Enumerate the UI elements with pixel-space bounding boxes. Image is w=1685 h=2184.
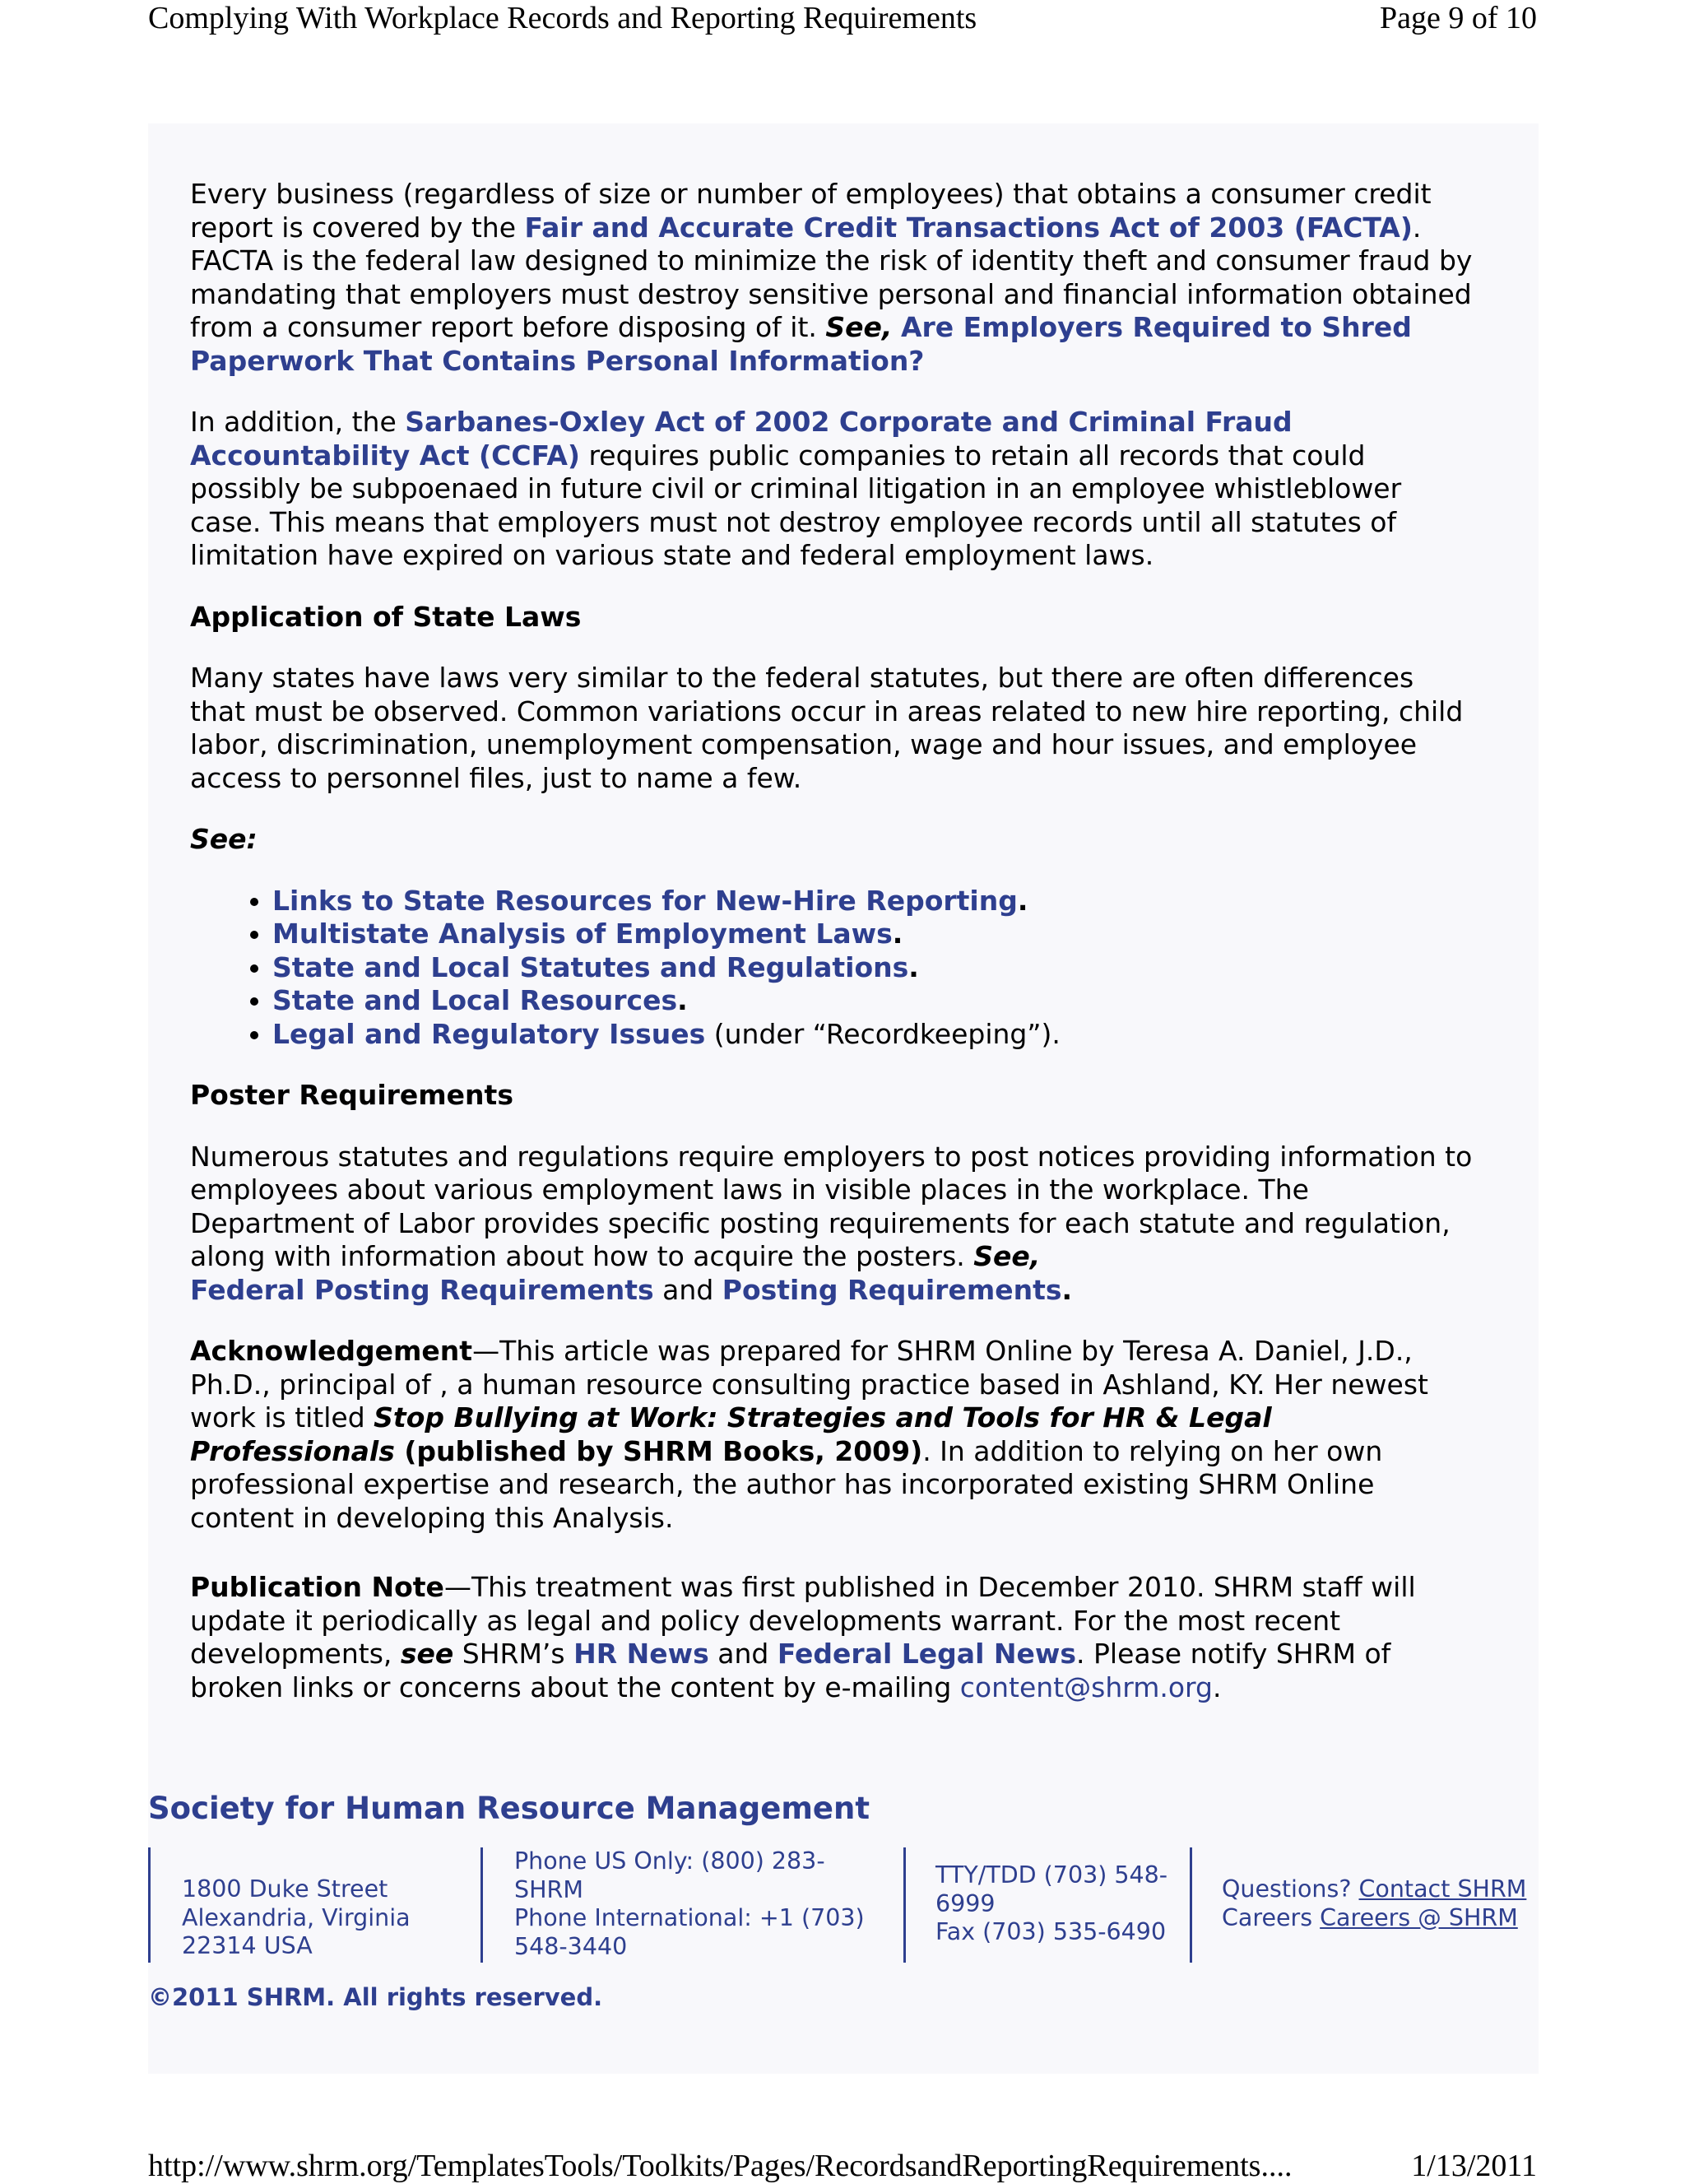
links-column: [1222, 1875, 1526, 1932]
phone-line: 548-3440: [514, 1932, 628, 1960]
tty-line: 6999: [935, 1889, 996, 1917]
careers-line: [1222, 1904, 1526, 1933]
contact-info-row: [148, 1847, 1547, 1963]
text-run: and: [653, 1273, 722, 1306]
sarbanes-oxley-paragraph: [190, 406, 1474, 573]
publication-note-paragraph: [190, 1571, 1474, 1704]
tty-fax-column: [903, 1847, 1192, 1963]
facta-link[interactable]: Fair and Accurate Credit Transactions Act of 2003 (FACTA): [524, 211, 1413, 244]
list-item: [272, 918, 1474, 951]
hr-news-link[interactable]: HR News: [573, 1638, 709, 1670]
federal-legal-news-link[interactable]: Federal Legal News: [777, 1638, 1077, 1670]
contact-shrm-link[interactable]: Contact SHRM: [1358, 1875, 1527, 1903]
address-line: 1800 Duke Street: [182, 1875, 388, 1903]
tty-line: TTY/TDD (703) 548-: [935, 1861, 1168, 1889]
shred-paperwork-link[interactable]: Are Employers Required to Shred Paperwork That Contains Personal Information?: [190, 311, 1412, 377]
content-email-link[interactable]: content@shrm.org: [959, 1671, 1213, 1703]
text-run: . In addition to relying on her own professional expertise and research, the author has incorporated existing SHRM Online content in developing this Analysis.: [190, 1434, 1383, 1534]
text-run: . FACTA is the federal law designed to minimize the risk of identity theft and consumer fraud by mandating that employers must destroy sensitive personal and financial information obtained from a consumer report before disposing of it.: [190, 211, 1473, 343]
phone-line: SHRM: [514, 1875, 583, 1903]
publisher-note: (published by SHRM Books, 2009): [394, 1434, 923, 1467]
facta-paragraph: [190, 178, 1474, 378]
list-item-suffix: .: [677, 984, 688, 1016]
careers-link[interactable]: Careers @ SHRM: [1320, 1903, 1518, 1931]
legal-regulatory-issues-link[interactable]: Legal and Regulatory Issues: [272, 1017, 706, 1050]
print-footer-date: 1/13/2011: [1411, 2149, 1537, 2183]
copyright: ©2011 SHRM. All rights reserved.: [148, 1983, 603, 2011]
see-label: See:: [190, 823, 258, 855]
list-item-suffix: (under “Recordkeeping”).: [705, 1017, 1061, 1050]
text-run: SHRM’s: [453, 1638, 574, 1670]
address-line: 22314 USA: [182, 1932, 313, 1959]
text-run: .: [1061, 1273, 1073, 1306]
print-header-page-number: Page 9 of 10: [1379, 1, 1537, 35]
careers-label: Careers: [1222, 1903, 1313, 1931]
sarbanes-oxley-link[interactable]: Sarbanes-Oxley Act of 2002 Corporate and Criminal Fraud Accountability Act (CCFA): [190, 406, 1293, 472]
list-item: [272, 1018, 1474, 1052]
text-run: In addition, the: [190, 406, 406, 438]
state-statutes-link[interactable]: State and Local Statutes and Regulations: [272, 950, 909, 983]
state-laws-paragraph: Many states have laws very similar to the federal statutes, but there are often differences that must be observed. Common variations occur in areas related to new hire reporting, child labor, discrimination, unemployment compensation, wage and hour issues, and employee access to personnel files, just to name a few.: [190, 662, 1464, 794]
text-run: .: [1212, 1671, 1222, 1703]
list-item-suffix: .: [1017, 884, 1028, 917]
see-label: See,: [973, 1240, 1041, 1272]
book-title: Stop Bullying at Work: Strategies and Tools for HR & Legal Professionals: [190, 1401, 1272, 1467]
text-run: Every business (regardless of size or number of employees) that obtains a consumer credit report is covered by the: [190, 178, 1432, 244]
list-item: [272, 984, 1474, 1018]
list-item: [272, 951, 1474, 985]
state-resources-list: [190, 885, 1474, 1052]
org-name: Society for Human Resource Management: [148, 1791, 870, 1826]
phone-column: [480, 1847, 906, 1963]
publication-note-label: Publication Note: [190, 1571, 444, 1603]
federal-posting-requirements-link[interactable]: Federal Posting Requirements: [190, 1273, 654, 1306]
print-header-title: Complying With Workplace Records and Reporting Requirements: [148, 1, 977, 35]
list-item-suffix: .: [892, 918, 903, 950]
acknowledgement-label: Acknowledgement: [190, 1335, 473, 1367]
state-resources-link[interactable]: State and Local Resources: [272, 984, 678, 1016]
address-column: [148, 1847, 483, 1963]
new-hire-reporting-link[interactable]: Links to State Resources for New-Hire Reporting: [272, 884, 1018, 917]
phone-line: Phone US Only: (800) 283-: [514, 1847, 825, 1875]
see-label: See,: [825, 311, 893, 343]
questions-label: Questions?: [1222, 1875, 1352, 1903]
text-run: —This article was prepared for SHRM Online by Teresa A. Daniel, J.D., Ph.D., principal of , a human resource consulting practice based in Ashland, KY. Her newest work is titled: [190, 1335, 1428, 1434]
article-body: [190, 178, 1474, 1732]
acknowledgement-paragraph: [190, 1335, 1474, 1535]
see-label: see: [400, 1638, 454, 1670]
text-run: . Please notify SHRM of broken links or concerns about the content by e-mailing: [190, 1638, 1391, 1703]
print-footer-url: http://www.shrm.org/TemplatesTools/Toolkits/Pages/RecordsandReportingRequirements....: [148, 2149, 1293, 2183]
state-laws-heading: Application of State Laws: [190, 600, 582, 633]
text-run: Numerous statutes and regulations require employers to post notices providing information to employees about various employment laws in visible places in the workplace. The Department of Labor provides specific posting requirements for each statute and regulation, along with information about how to acquire the posters.: [190, 1140, 1473, 1272]
address-line: Alexandria, Virginia: [182, 1903, 411, 1931]
text-run: requires public companies to retain all records that could possibly be subpoenaed in future civil or criminal litigation in an employee whistleblower case. This means that employers must not destroy employee records until all statutes of limitation have expired on various state and federal employment laws.: [190, 439, 1402, 571]
text-run: —This treatment was first published in December 2010. SHRM staff will update it periodically as legal and policy developments warrant. For the most recent developments,: [190, 1571, 1416, 1670]
fax-line: Fax (703) 535-6490: [935, 1918, 1167, 1945]
poster-requirements-heading: Poster Requirements: [190, 1079, 513, 1111]
questions-line: [1222, 1875, 1526, 1904]
posting-requirements-link[interactable]: Posting Requirements: [722, 1273, 1062, 1306]
multistate-analysis-link[interactable]: Multistate Analysis of Employment Laws: [272, 918, 893, 950]
list-item-suffix: .: [908, 950, 919, 983]
list-item: [272, 885, 1474, 918]
text-run: and: [708, 1638, 778, 1670]
phone-line: Phone International: +1 (703): [514, 1904, 865, 1931]
poster-requirements-paragraph: [190, 1141, 1474, 1308]
